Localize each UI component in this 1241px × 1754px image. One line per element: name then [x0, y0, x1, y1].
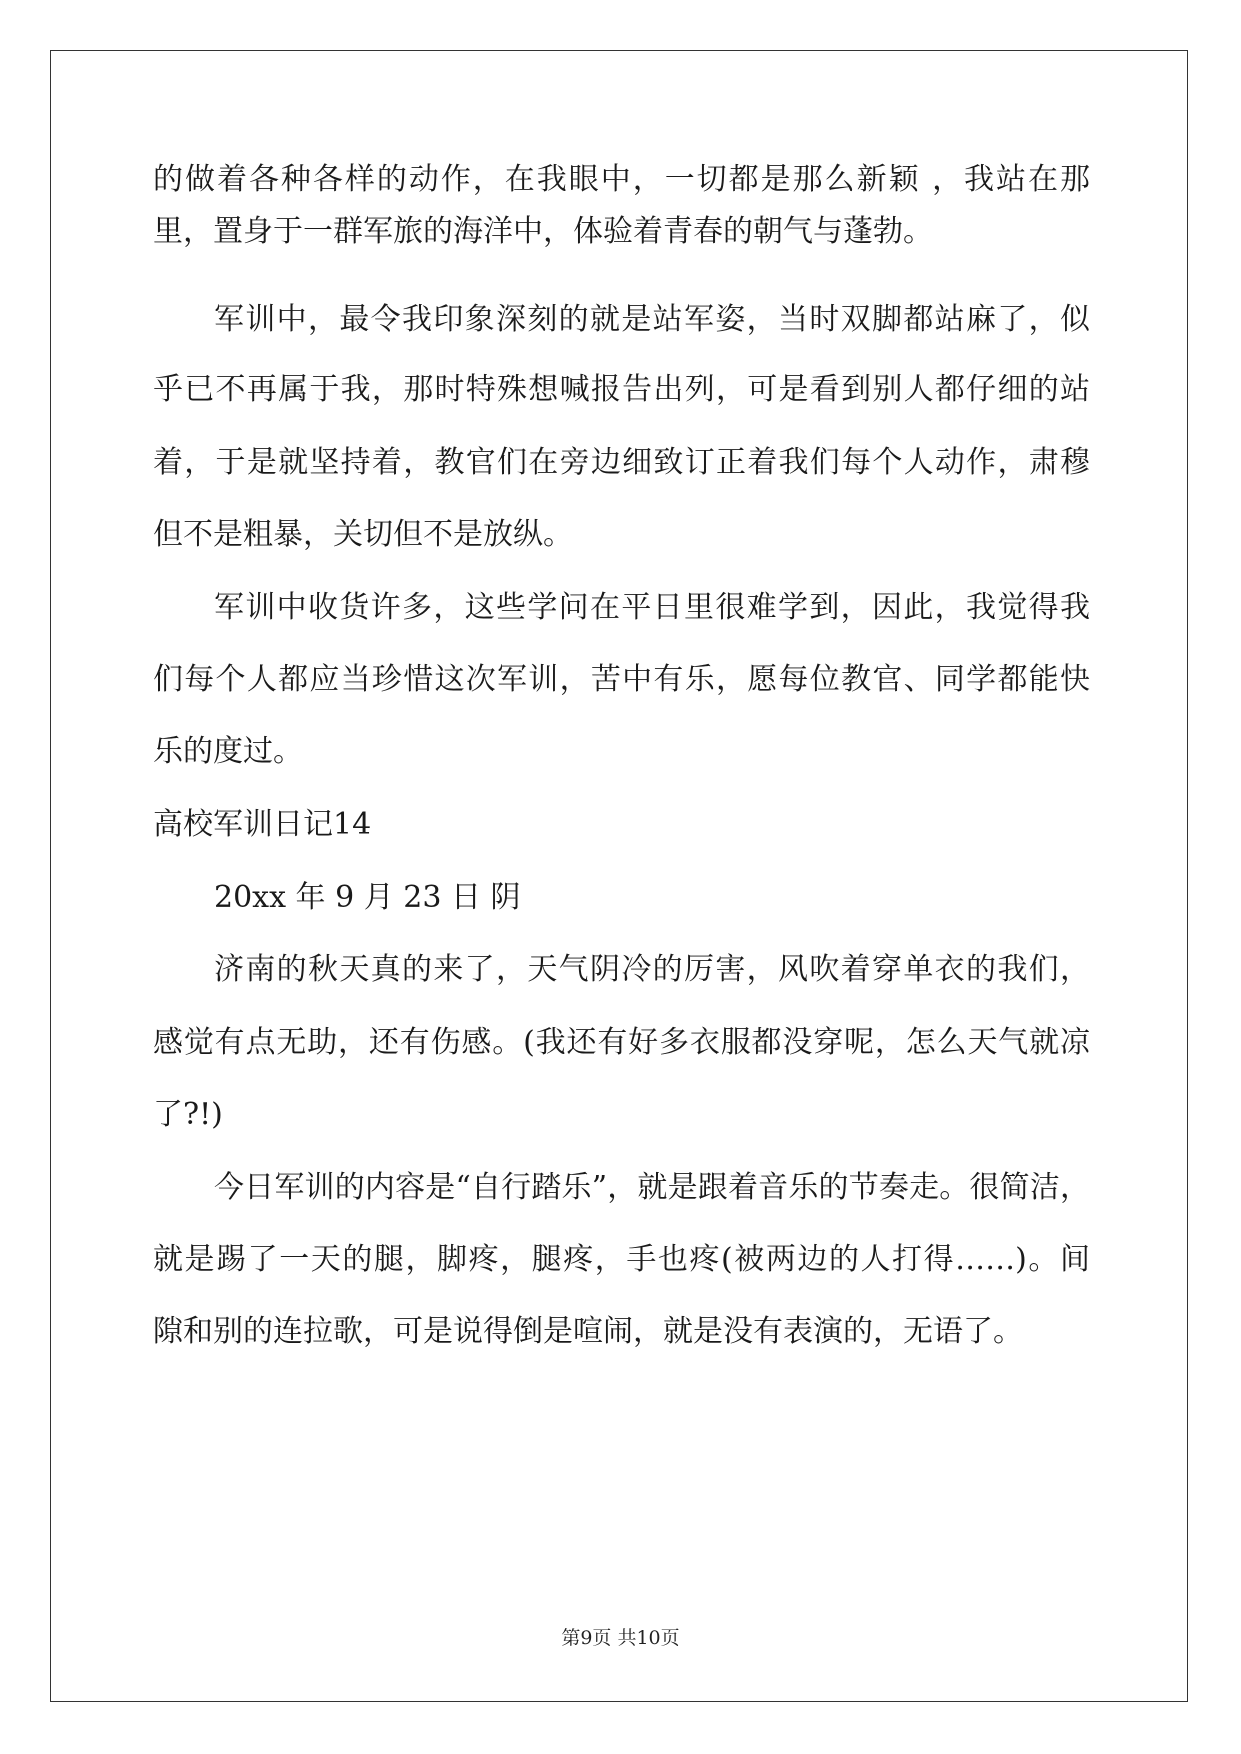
- text-line: 就是踢了一天的腿，脚疼，腿疼，手也疼(被两边的人打得……)。间: [153, 1242, 1090, 1277]
- text-line: 隙和别的连拉歌，可是说得倒是喧闹，就是没有表演的，无语了。: [153, 1314, 1023, 1349]
- diary-date-line: 20xx 年 9 月 23 日 阴: [214, 880, 521, 915]
- text-line: 了?!): [153, 1097, 223, 1132]
- text-line: 里，置身于一群军旅的海洋中，体验着青春的朝气与蓬勃。: [153, 214, 933, 249]
- text-line: 济南的秋天真的来了，天气阴冷的厉害，风吹着穿单衣的我们，: [214, 952, 1090, 987]
- text-line: 军训中，最令我印象深刻的就是站军姿，当时双脚都站麻了，似: [214, 302, 1090, 337]
- text-line: 的做着各种各样的动作，在我眼中，一切都是那么新颖 ，我站在那: [153, 162, 1090, 197]
- page-number-footer: 第9页 共10页: [561, 1627, 680, 1649]
- text-line: 乎已不再属于我，那时特殊想喊报告出列，可是看到别人都仔细的站: [153, 372, 1090, 407]
- text-line: 但不是粗暴，关切但不是放纵。: [153, 517, 573, 552]
- text-line: 们每个人都应当珍惜这次军训，苦中有乐，愿每位教官、同学都能快: [153, 662, 1090, 697]
- page-border: [50, 50, 1188, 1702]
- text-line: 今日军训的内容是“自行踏乐”，就是跟着音乐的节奏走。很简洁，: [214, 1170, 1090, 1205]
- text-line: 着，于是就坚持着，教官们在旁边细致订正着我们每个人动作，肃穆: [153, 445, 1090, 480]
- section-heading: 高校军训日记14: [153, 807, 372, 842]
- text-line: 军训中收货许多，这些学问在平日里很难学到，因此，我觉得我: [214, 590, 1090, 625]
- text-line: 乐的度过。: [153, 734, 303, 769]
- text-line: 感觉有点无助，还有伤感。(我还有好多衣服都没穿呢，怎么天气就凉: [153, 1025, 1090, 1060]
